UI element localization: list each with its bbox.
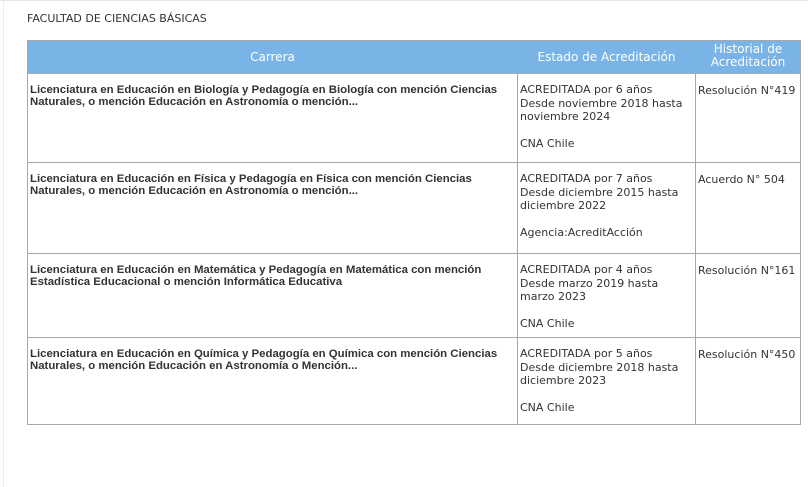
column-header-historial-line1: Historial de	[713, 42, 783, 56]
section-title: FACULTAD DE CIENCIAS BÁSICAS	[27, 12, 207, 25]
estado-status: ACREDITADA por 7 años	[520, 172, 653, 185]
estado-cell	[518, 338, 696, 425]
estado-status: ACREDITADA por 6 años	[520, 83, 653, 96]
table-row	[28, 338, 801, 425]
accreditation-table	[27, 40, 801, 425]
estado-agency: Agencia:AcreditAcción	[520, 225, 643, 239]
historial-cell: Acuerdo N° 504	[696, 163, 801, 254]
carrera-cell: Licenciatura en Educación en Biología y Pedagogía en Biología con mención Ciencias Naturales, o mención Educación en Astronomía o mención...	[28, 74, 518, 163]
estado-cell	[518, 163, 696, 254]
estado-agency: CNA Chile	[520, 400, 575, 414]
carrera-cell: Licenciatura en Educación en Física y Pedagogía en Física con mención Ciencias Naturales, o mención Educación en Astronomía o mención...	[28, 163, 518, 254]
estado-period: Desde diciembre 2015 hasta diciembre 2022	[520, 185, 679, 212]
estado-period: Desde diciembre 2018 hasta diciembre 2023	[520, 360, 679, 387]
table-row	[28, 163, 801, 254]
carrera-cell: Licenciatura en Educación en Matemática y Pedagogía en Matemática con mención Estadística Educacional o mención Informática Educativa	[28, 254, 518, 338]
table-row	[28, 74, 801, 163]
estado-status: ACREDITADA por 5 años	[520, 347, 653, 360]
estado-agency: CNA Chile	[520, 316, 575, 330]
estado-agency: CNA Chile	[520, 136, 575, 150]
table-row	[28, 254, 801, 338]
estado-period: Desde marzo 2019 hasta marzo 2023	[520, 276, 659, 303]
left-divider	[3, 0, 4, 487]
estado-cell	[518, 74, 696, 163]
column-header-estado: Estado de Acreditación	[518, 41, 696, 74]
column-header-carrera: Carrera	[28, 41, 518, 74]
top-divider	[0, 0, 808, 1]
estado-status: ACREDITADA por 4 años	[520, 263, 653, 276]
historial-cell: Resolución N°450	[696, 338, 801, 425]
historial-cell: Resolución N°161	[696, 254, 801, 338]
column-header-historial-line2: Acreditación	[710, 55, 786, 69]
historial-cell: Resolución N°419	[696, 74, 801, 163]
column-header-historial	[696, 41, 801, 74]
estado-cell	[518, 254, 696, 338]
estado-period: Desde noviembre 2018 hasta noviembre 2024	[520, 96, 683, 123]
table-header-row	[28, 41, 801, 74]
carrera-cell: Licenciatura en Educación en Química y Pedagogía en Química con mención Ciencias Naturales, o mención Educación en Astronomía o Mención...	[28, 338, 518, 425]
